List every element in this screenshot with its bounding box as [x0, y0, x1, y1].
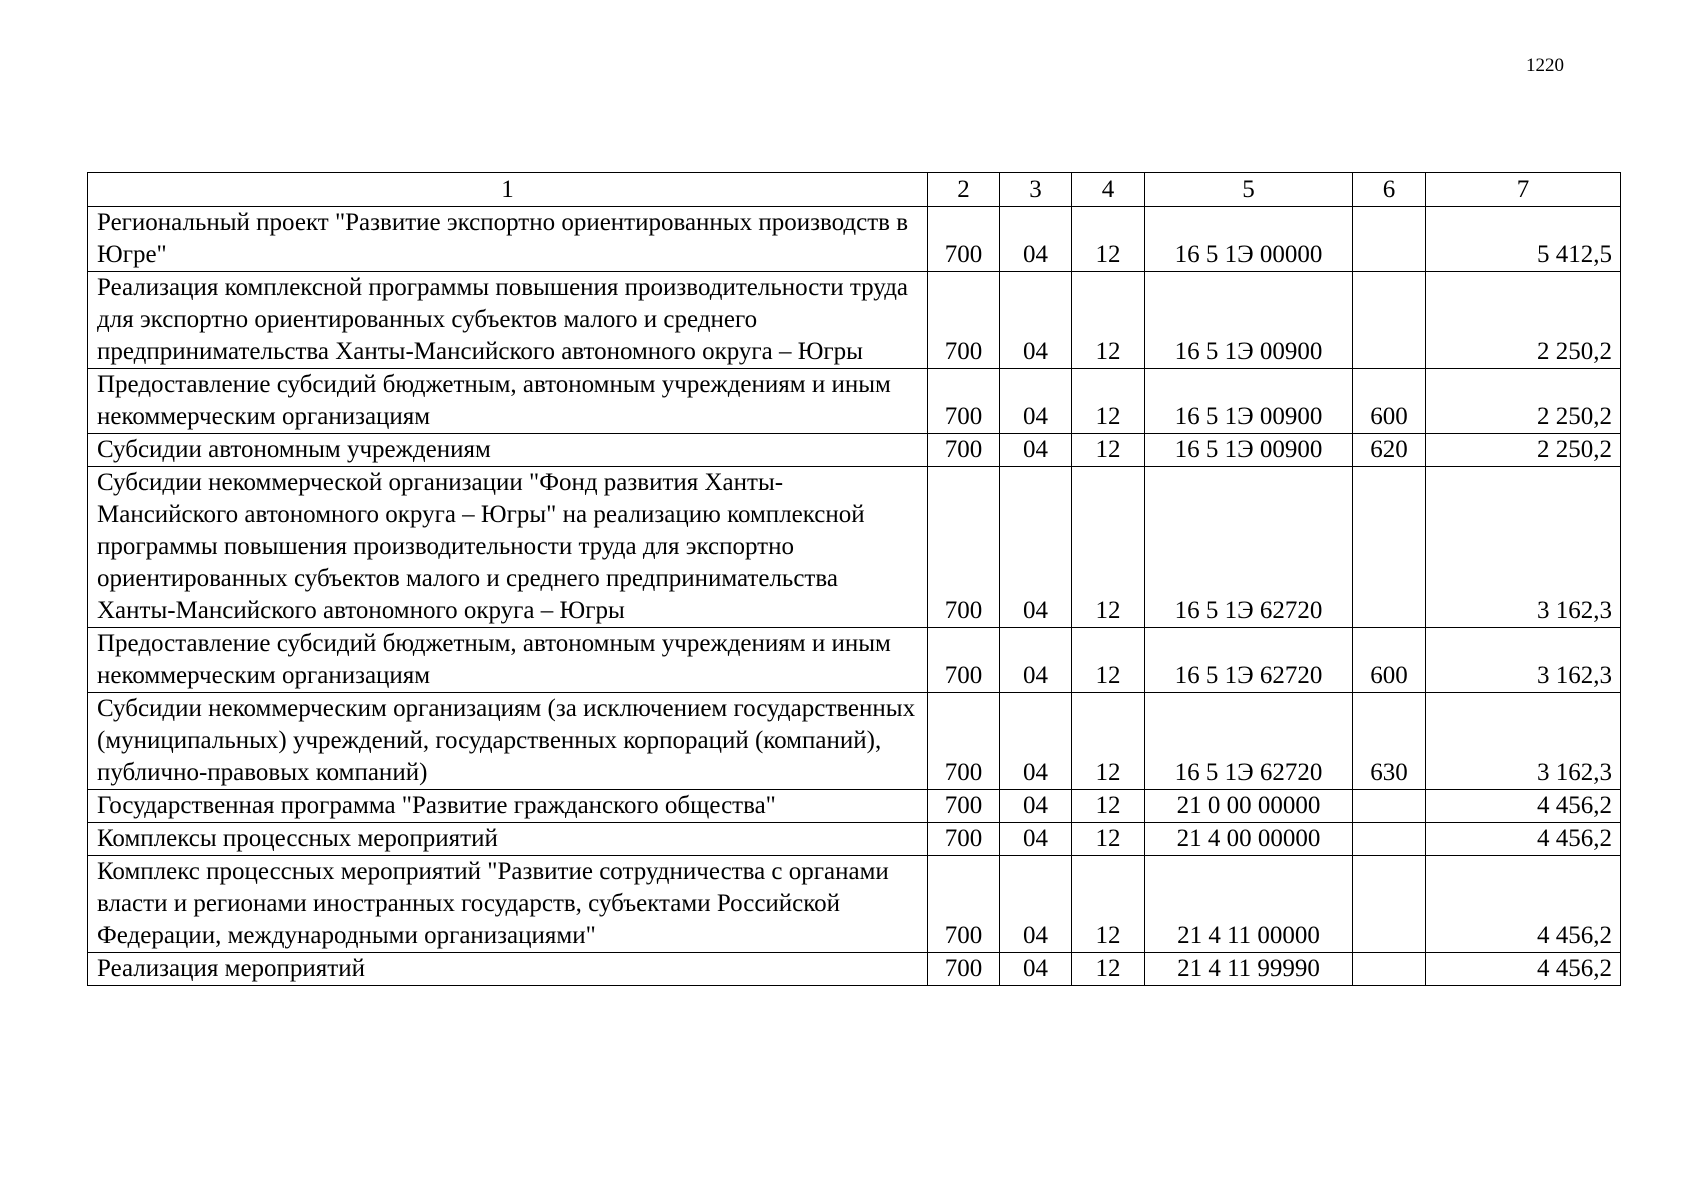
- row-amount: 2 250,2: [1426, 369, 1621, 434]
- header-col-4: 4: [1072, 173, 1145, 207]
- row-col-4: 12: [1072, 628, 1145, 693]
- row-col-5: 21 0 00 00000: [1145, 790, 1353, 823]
- row-amount: 4 456,2: [1426, 953, 1621, 986]
- row-col-6: [1353, 207, 1426, 272]
- table-row: [88, 953, 1621, 986]
- row-amount: 4 456,2: [1426, 790, 1621, 823]
- row-col-4: 12: [1072, 434, 1145, 467]
- row-col-4: 12: [1072, 369, 1145, 434]
- header-col-6: 6: [1353, 173, 1426, 207]
- row-col-4: 12: [1072, 207, 1145, 272]
- header-row: [88, 173, 1621, 207]
- row-col-3: 04: [1000, 467, 1072, 628]
- row-col-3: 04: [1000, 693, 1072, 790]
- row-name: Комплекс процессных мероприятий "Развитие сотрудничества с органами власти и регионами иностранных государств, субъектами Российской Федерации, международными организациями": [88, 856, 928, 953]
- row-amount: 4 456,2: [1426, 856, 1621, 953]
- row-col-4: 12: [1072, 856, 1145, 953]
- row-name: Субсидии автономным учреждениям: [88, 434, 928, 467]
- table-row: [88, 207, 1621, 272]
- row-col-4: 12: [1072, 467, 1145, 628]
- row-col-2: 700: [928, 856, 1000, 953]
- table-row: [88, 693, 1621, 790]
- table-row: [88, 823, 1621, 856]
- header-col-3: 3: [1000, 173, 1072, 207]
- row-amount: 4 456,2: [1426, 823, 1621, 856]
- row-col-5: 16 5 1Э 62720: [1145, 693, 1353, 790]
- table-row: [88, 272, 1621, 369]
- row-name: Предоставление субсидий бюджетным, автономным учреждениям и иным некоммерческим организациям: [88, 369, 928, 434]
- row-name: Предоставление субсидий бюджетным, автономным учреждениям и иным некоммерческим организациям: [88, 628, 928, 693]
- row-col-3: 04: [1000, 369, 1072, 434]
- header-col-1: 1: [88, 173, 928, 207]
- row-col-6: 600: [1353, 628, 1426, 693]
- row-col-5: 16 5 1Э 00900: [1145, 369, 1353, 434]
- row-col-6: 630: [1353, 693, 1426, 790]
- table-row: [88, 790, 1621, 823]
- row-name: Комплексы процессных мероприятий: [88, 823, 928, 856]
- row-col-3: 04: [1000, 823, 1072, 856]
- header-col-2: 2: [928, 173, 1000, 207]
- row-col-3: 04: [1000, 207, 1072, 272]
- row-col-5: 21 4 11 00000: [1145, 856, 1353, 953]
- row-col-3: 04: [1000, 434, 1072, 467]
- row-col-2: 700: [928, 369, 1000, 434]
- row-name: Региональный проект "Развитие экспортно ориентированных производств в Югре": [88, 207, 928, 272]
- row-col-5: 16 5 1Э 00900: [1145, 272, 1353, 369]
- row-col-6: 600: [1353, 369, 1426, 434]
- row-col-3: 04: [1000, 628, 1072, 693]
- row-col-5: 21 4 11 99990: [1145, 953, 1353, 986]
- row-col-5: 16 5 1Э 62720: [1145, 628, 1353, 693]
- row-col-5: 21 4 00 00000: [1145, 823, 1353, 856]
- table-row: [88, 369, 1621, 434]
- row-col-3: 04: [1000, 790, 1072, 823]
- row-col-3: 04: [1000, 856, 1072, 953]
- row-col-4: 12: [1072, 823, 1145, 856]
- row-col-6: [1353, 467, 1426, 628]
- row-col-6: [1353, 823, 1426, 856]
- table-row: [88, 434, 1621, 467]
- row-col-5: 16 5 1Э 62720: [1145, 467, 1353, 628]
- row-name: Реализация комплексной программы повышения производительности труда для экспортно ориентированных субъектов малого и среднего предпринимательства Ханты-Мансийского автономного округа – Югры: [88, 272, 928, 369]
- table-row: [88, 628, 1621, 693]
- row-col-4: 12: [1072, 790, 1145, 823]
- row-col-5: 16 5 1Э 00900: [1145, 434, 1353, 467]
- page-number: 1220: [1526, 55, 1564, 76]
- row-col-2: 700: [928, 467, 1000, 628]
- row-col-4: 12: [1072, 953, 1145, 986]
- row-col-4: 12: [1072, 272, 1145, 369]
- row-name: Государственная программа "Развитие гражданского общества": [88, 790, 928, 823]
- row-col-3: 04: [1000, 272, 1072, 369]
- row-col-2: 700: [928, 823, 1000, 856]
- row-col-4: 12: [1072, 693, 1145, 790]
- row-amount: 3 162,3: [1426, 628, 1621, 693]
- row-amount: 2 250,2: [1426, 272, 1621, 369]
- row-name: Субсидии некоммерческим организациям (за исключением государственных (муниципальных) учреждений, государственных корпораций (компаний), публично-правовых компаний): [88, 693, 928, 790]
- row-col-2: 700: [928, 628, 1000, 693]
- row-col-2: 700: [928, 790, 1000, 823]
- row-amount: 2 250,2: [1426, 434, 1621, 467]
- row-col-3: 04: [1000, 953, 1072, 986]
- row-col-2: 700: [928, 207, 1000, 272]
- budget-table: [87, 172, 1621, 986]
- row-name: Реализация мероприятий: [88, 953, 928, 986]
- row-name: Субсидии некоммерческой организации "Фонд развития Ханты-Мансийского автономного округа – Югры" на реализацию комплексной программы повышения производительности труда для экспортно ориентированных субъектов малого и среднего предпринимательства Ханты-Мансийского автономного округа – Югры: [88, 467, 928, 628]
- row-amount: 3 162,3: [1426, 467, 1621, 628]
- table-row: [88, 856, 1621, 953]
- row-col-6: [1353, 272, 1426, 369]
- table-row: [88, 467, 1621, 628]
- row-amount: 5 412,5: [1426, 207, 1621, 272]
- row-col-6: [1353, 953, 1426, 986]
- row-col-6: 620: [1353, 434, 1426, 467]
- row-col-2: 700: [928, 693, 1000, 790]
- row-col-2: 700: [928, 953, 1000, 986]
- row-col-2: 700: [928, 272, 1000, 369]
- header-col-7: 7: [1426, 173, 1621, 207]
- header-col-5: 5: [1145, 173, 1353, 207]
- row-col-2: 700: [928, 434, 1000, 467]
- row-col-5: 16 5 1Э 00000: [1145, 207, 1353, 272]
- row-amount: 3 162,3: [1426, 693, 1621, 790]
- row-col-6: [1353, 790, 1426, 823]
- row-col-6: [1353, 856, 1426, 953]
